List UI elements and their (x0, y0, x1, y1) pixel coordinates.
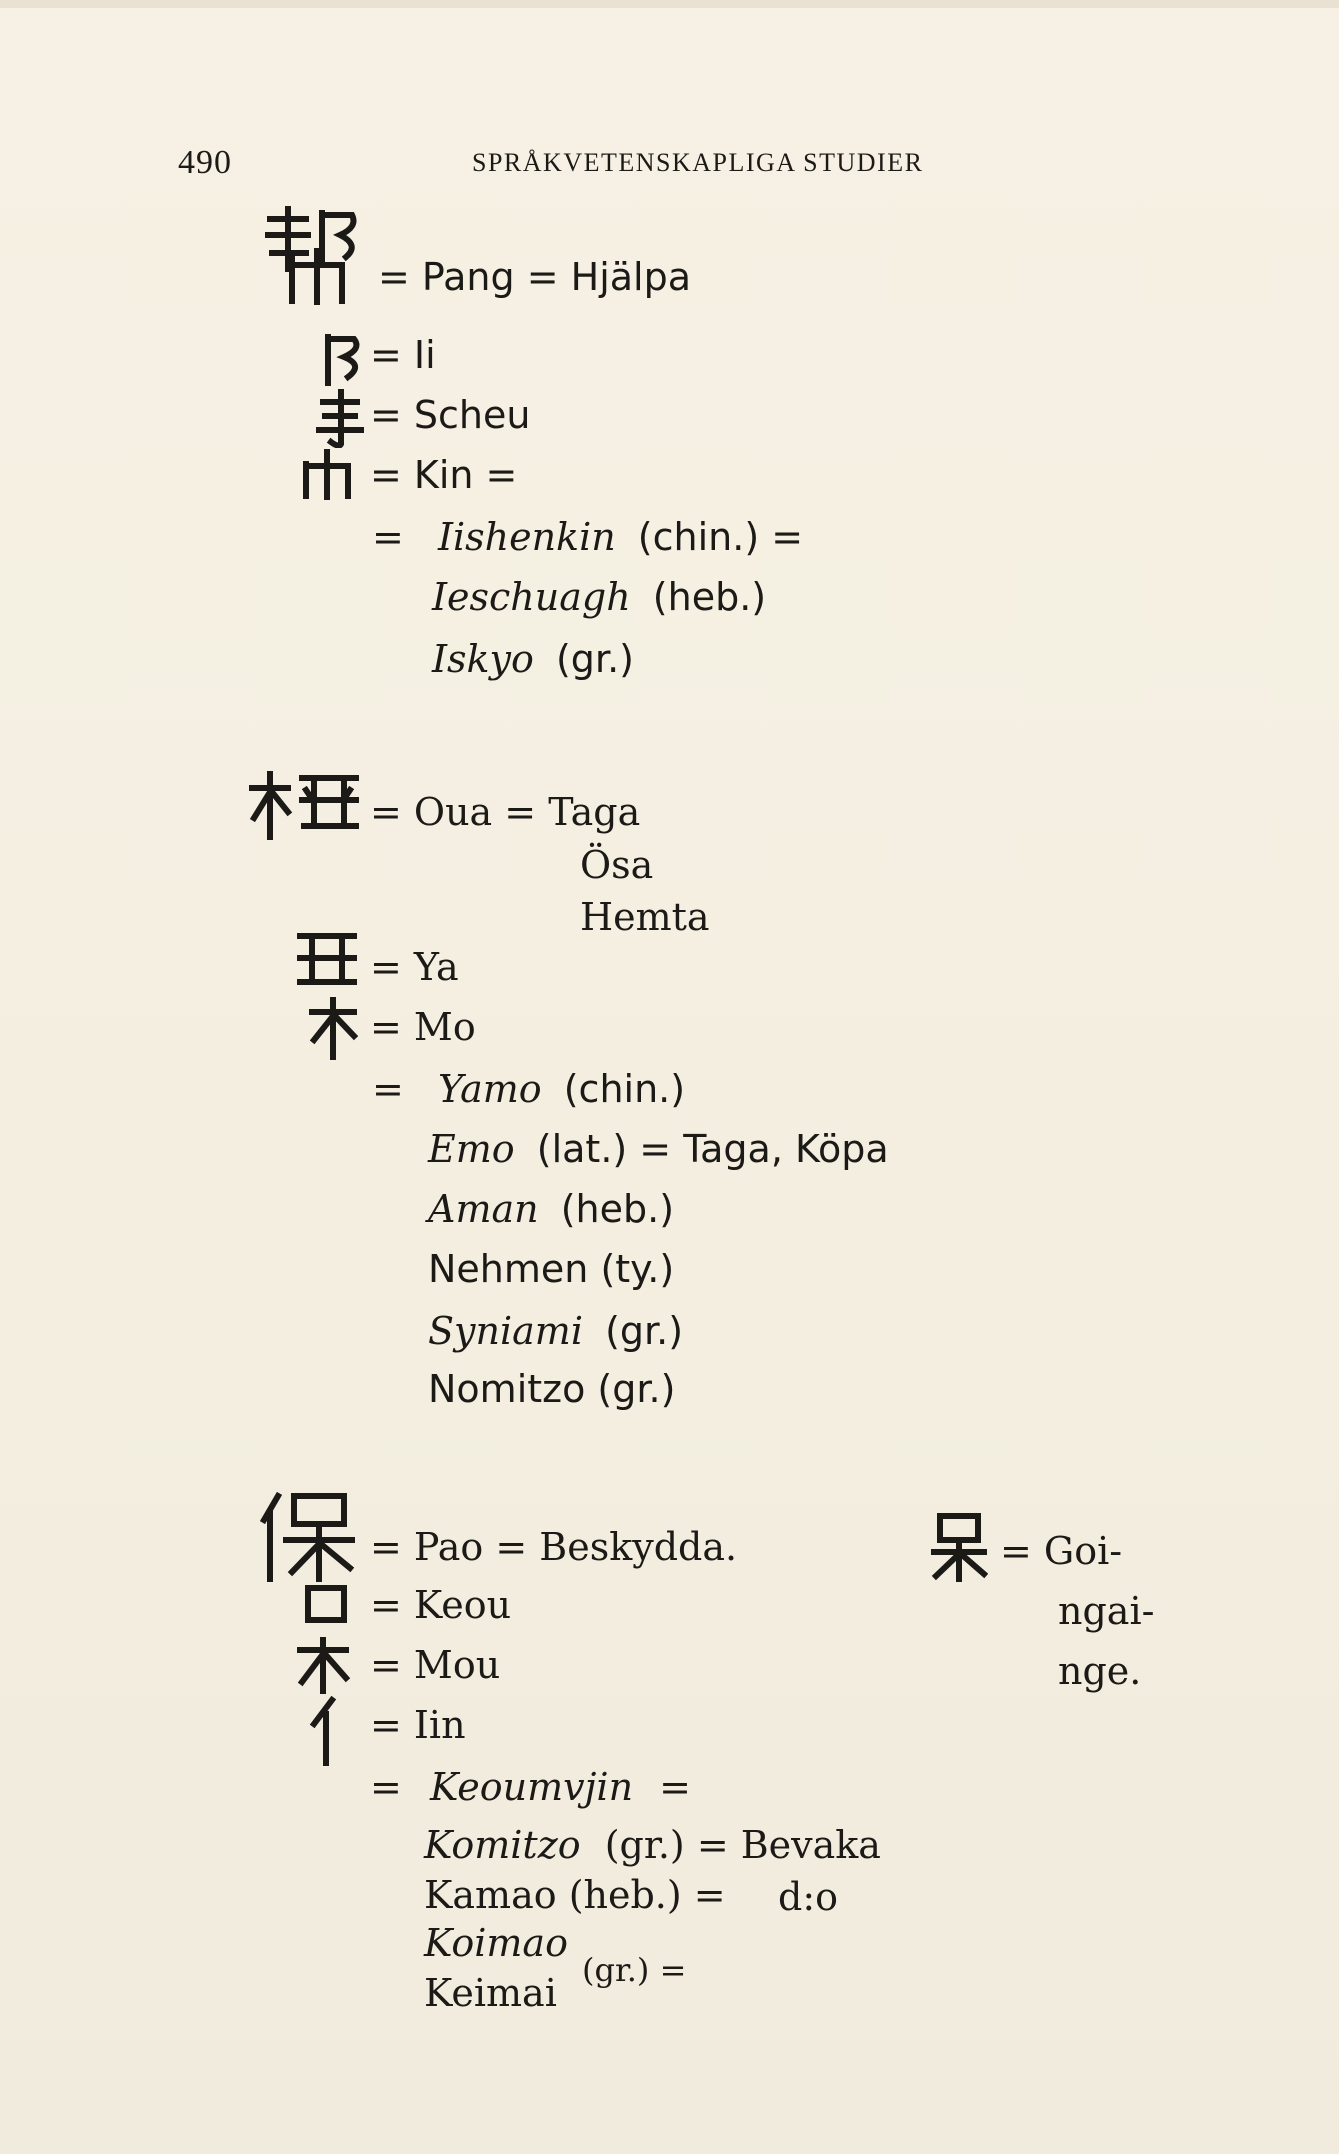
chinese-character-kin-icon (300, 448, 356, 500)
italic-word: Komitzo (424, 1823, 581, 1867)
equals-sign: = (372, 515, 404, 559)
entry-kamao: Kamao (heb.) = (424, 1873, 726, 1917)
meaning-osa: Ösa (580, 843, 654, 887)
italic-word: Aman (428, 1187, 539, 1231)
italic-word: Emo (428, 1127, 515, 1171)
language-tag: (heb.) (652, 575, 767, 619)
chinese-character-ii-icon (318, 333, 364, 387)
entry-keou: = Keou (370, 1583, 512, 1627)
chinese-character-mo-icon (308, 996, 358, 1060)
italic-word: Keoumvjin (429, 1765, 634, 1809)
entry-keimai: Keimai (424, 1971, 557, 2015)
entry-emo (428, 1127, 889, 1171)
entry-syniami (428, 1309, 684, 1353)
italic-word: Iishenkin (437, 515, 616, 559)
chinese-character-keou-icon (302, 1582, 350, 1624)
entry-keoumvjin (370, 1765, 691, 1809)
chinese-character-mou-icon (296, 1636, 350, 1694)
chinese-character-iin-icon (308, 1696, 344, 1766)
language-tag: (gr.) (605, 1309, 684, 1353)
italic-word: Ieschuagh (432, 575, 631, 619)
italic-word: Iskyo (432, 637, 534, 681)
equals-sign: = (370, 1765, 402, 1809)
entry-iishenkin (372, 515, 804, 559)
italic-word: Yamo (437, 1067, 542, 1111)
page-top-edge (0, 0, 1339, 8)
entry-mou: = Mou (370, 1643, 501, 1687)
entry-nehmen: Nehmen (ty.) (428, 1247, 675, 1291)
entry-iskyo (432, 637, 634, 681)
entry-nomitzo: Nomitzo (gr.) (428, 1367, 676, 1411)
language-tag: (gr.) (555, 637, 634, 681)
italic-word: Syniami (428, 1309, 583, 1353)
entry-pang: = Pang = Hjälpa (378, 255, 691, 299)
entry-mo: = Mo (370, 1005, 476, 1049)
language-tag: (lat.) = Taga, Köpa (536, 1127, 889, 1171)
page-number: 490 (178, 144, 232, 181)
language-tag: (chin.) (563, 1067, 686, 1111)
chinese-character-pang-icon (262, 205, 370, 305)
entry-kamao-ditto: d:o (778, 1875, 839, 1919)
entry-ya: = Ya (370, 945, 459, 989)
equals-sign: = (659, 1765, 691, 1809)
entry-oua: = Oua = Taga (370, 790, 641, 834)
entry-komitzo (424, 1823, 881, 1867)
chinese-character-oua-icon (248, 770, 366, 840)
chinese-character-goi-icon (930, 1512, 988, 1582)
side-entry-nge: nge. (1058, 1649, 1142, 1693)
entry-scheu: = Scheu (370, 393, 531, 437)
side-entry-goi: = Goi- (1000, 1529, 1123, 1573)
side-entry-ngai: ngai- (1058, 1589, 1155, 1633)
entry-ieschuagh (432, 575, 767, 619)
chinese-character-pao-icon (256, 1490, 356, 1582)
language-tag: (heb.) (560, 1187, 675, 1231)
gloss: (gr.) = Bevaka (604, 1823, 881, 1867)
language-tag: (chin.) = (637, 515, 804, 559)
chinese-character-scheu-icon (315, 388, 365, 448)
entry-iin: = Iin (370, 1703, 466, 1747)
meaning-hemta: Hemta (580, 895, 710, 939)
equals-sign: = (372, 1067, 404, 1111)
running-title: SPRÅKVETENSKAPLIGA STUDIER (472, 148, 924, 177)
entry-ii: = Ii (370, 333, 436, 377)
entry-kin: = Kin = (370, 453, 518, 497)
entry-koimao: Koimao (424, 1921, 568, 1965)
entry-koimao-keimai-tag: (gr.) = (582, 1951, 687, 1989)
chinese-character-ya-icon (296, 930, 358, 988)
entry-aman (428, 1187, 675, 1231)
entry-pao: = Pao = Beskydda. (370, 1525, 738, 1569)
entry-yamo (372, 1067, 686, 1111)
